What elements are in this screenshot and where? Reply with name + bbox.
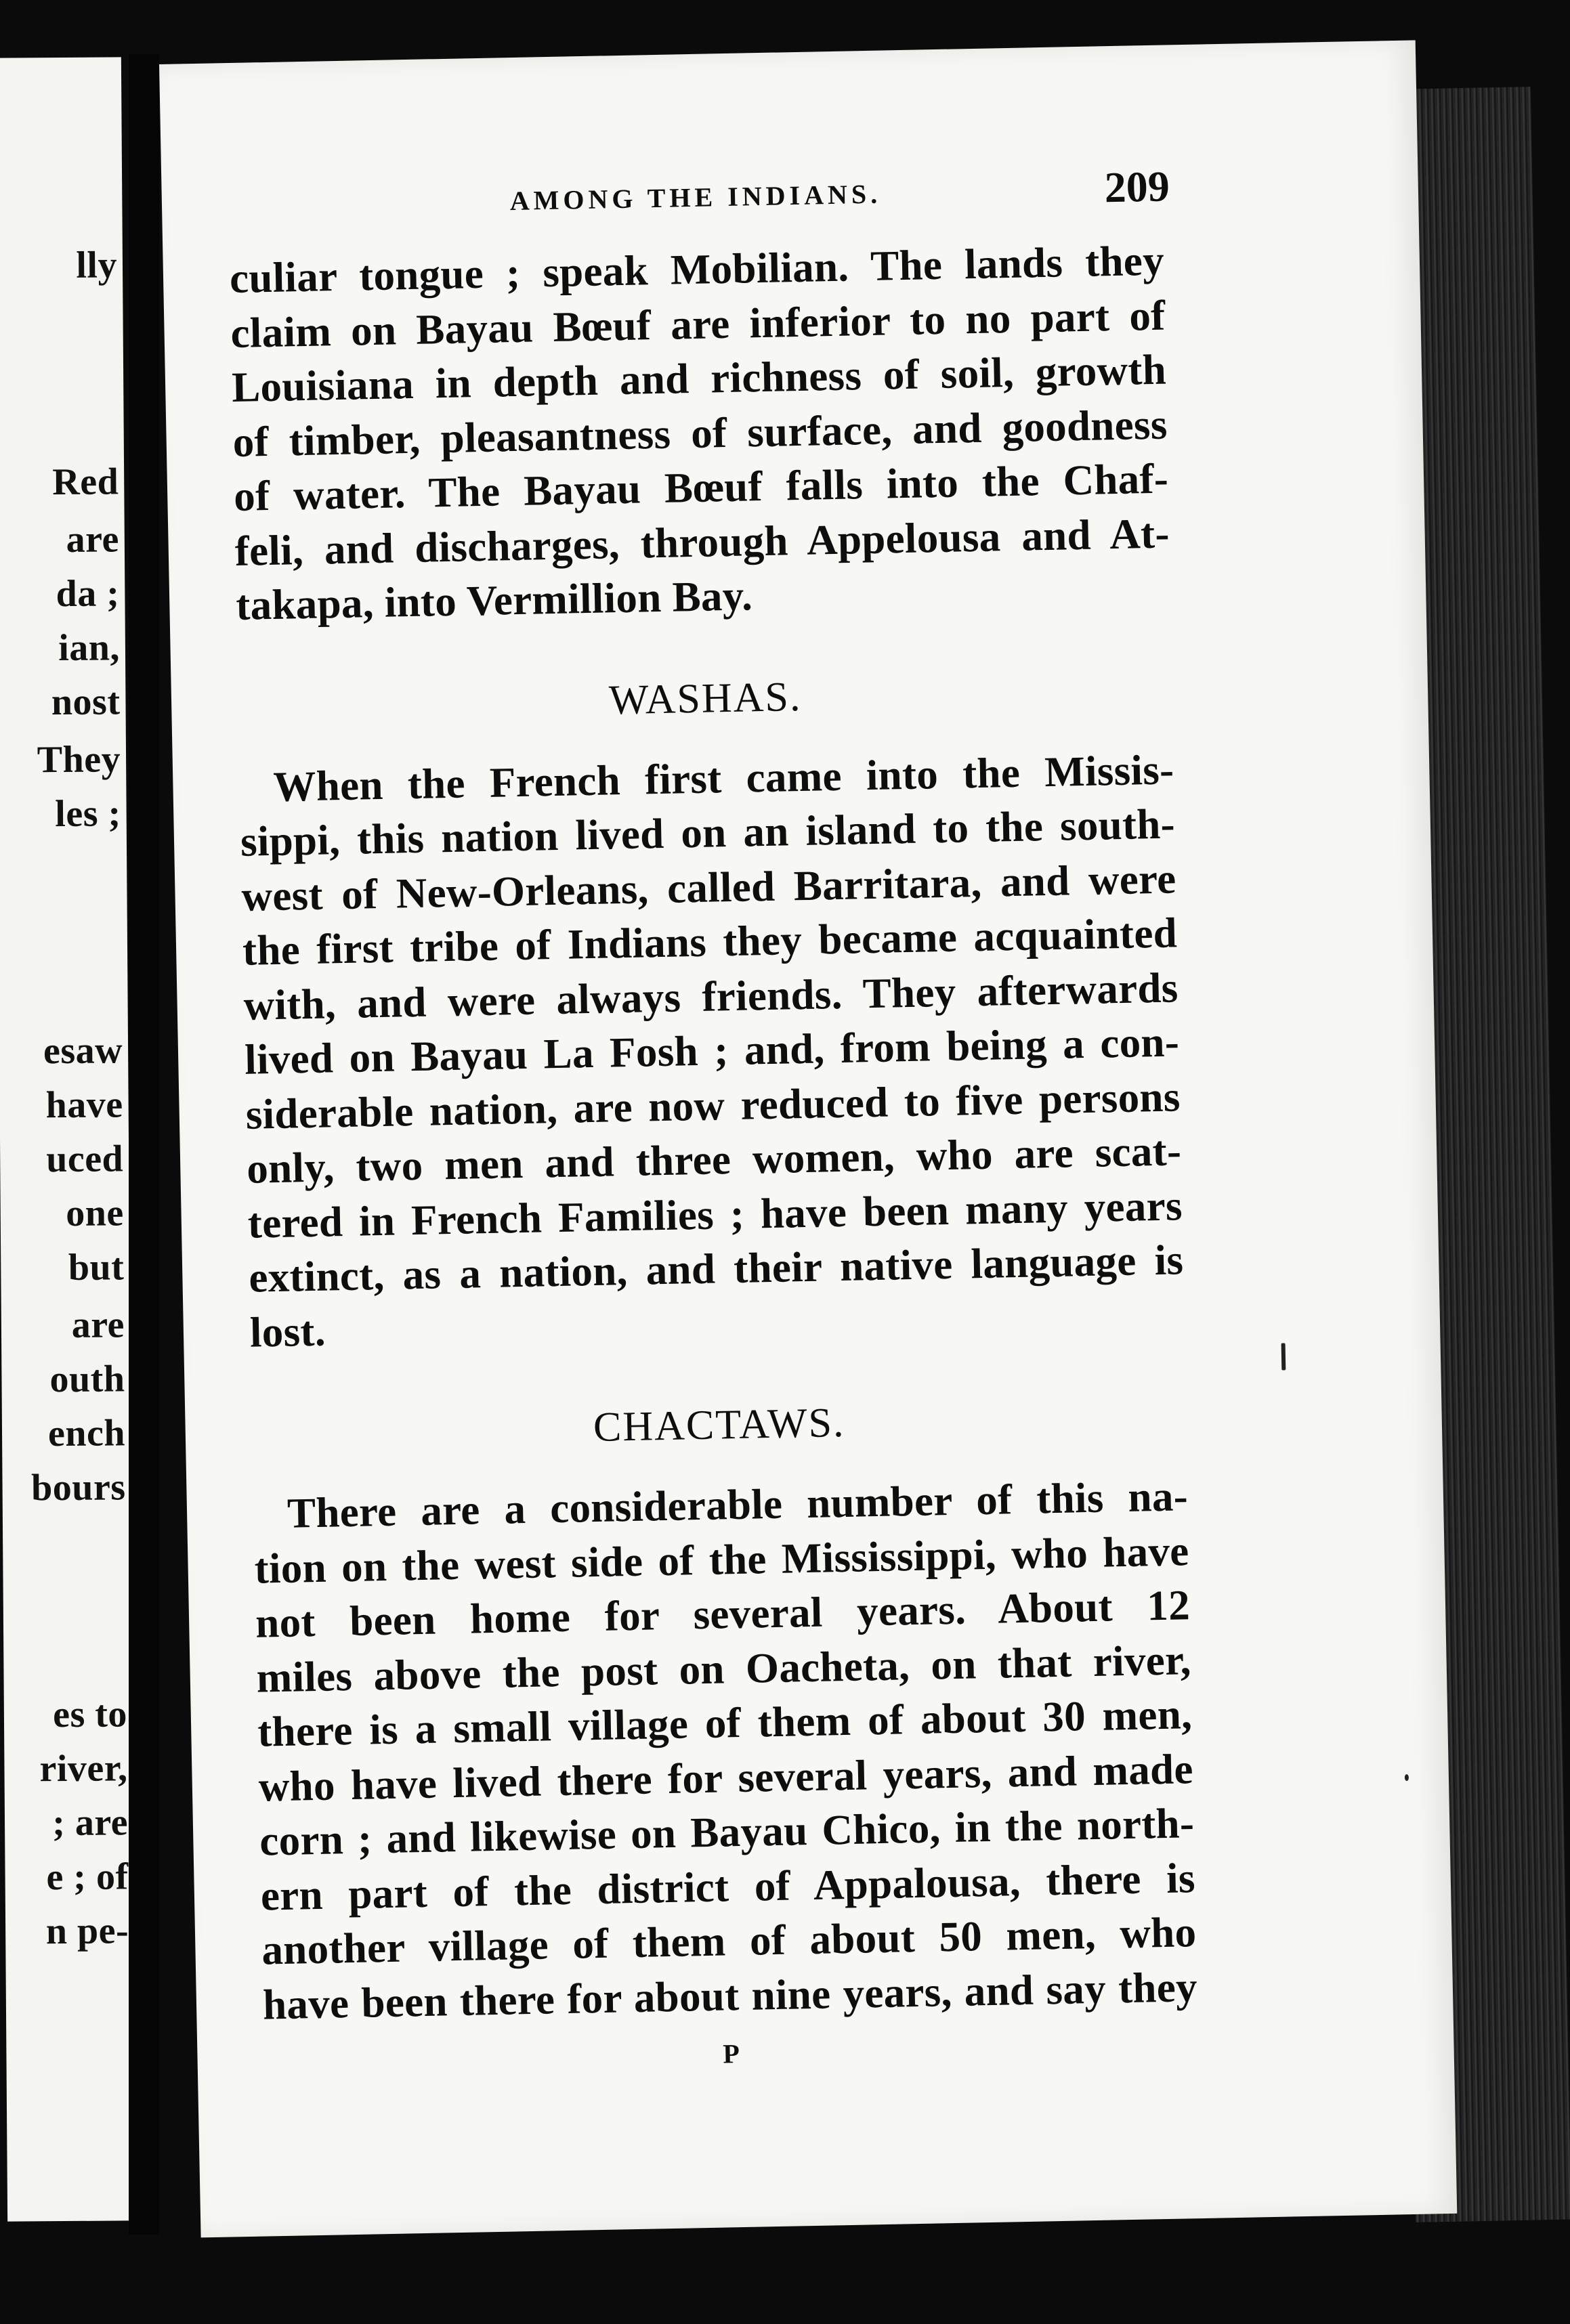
left-fragment: ian, <box>58 626 121 670</box>
left-fragment: es to <box>52 1693 128 1736</box>
page-text <box>228 162 1199 2079</box>
text-line: only, two men and three women, who are scat- <box>246 1127 1182 1192</box>
paragraph <box>253 1469 1197 2031</box>
left-fragment: river, <box>39 1747 128 1790</box>
running-head: AMONG THE INDIANS. <box>509 178 882 217</box>
left-fragment: Red <box>52 460 119 504</box>
paragraph <box>239 742 1185 1360</box>
text-line: feli, and discharges, through Appelousa and At- <box>234 509 1170 575</box>
left-fragment: ench <box>47 1412 126 1455</box>
book-gutter <box>129 54 159 2235</box>
text-line: Louisiana in depth and richness of soil, growth <box>231 345 1167 412</box>
text-line: tered in French Families ; have been many years <box>247 1181 1183 1247</box>
text-line: When the French first came into the Missis- <box>272 745 1174 811</box>
book-page <box>159 40 1457 2237</box>
left-fragment: da ; <box>56 572 120 616</box>
text-line: miles above the post on Oacheta, on that river, <box>256 1635 1192 1702</box>
left-fragment: outh <box>49 1358 125 1401</box>
left-fragment: but <box>68 1246 125 1289</box>
signature-mark: P <box>722 2038 740 2069</box>
text-line: claim on Bayau Bœuf are inferior to no part of <box>230 291 1166 357</box>
left-fragment: bours <box>30 1466 126 1509</box>
section-heading: CHACTAWS. <box>593 1399 846 1451</box>
text-line: corn ; and likewise on Bayau Chico, in the north- <box>259 1799 1195 1865</box>
text-line: culiar tongue ; speak Mobilian. The lands they <box>229 236 1165 303</box>
left-fragment: n pe- <box>45 1910 129 1953</box>
left-fragment: They <box>37 738 121 781</box>
text-line: of timber, pleasantness of surface, and goodness <box>232 400 1168 466</box>
text-line: tion on the west side of the Mississippi, who have <box>253 1526 1190 1593</box>
text-line: west of New-Orleans, called Barritara, and were <box>240 854 1177 920</box>
ink-speck <box>1281 1343 1286 1370</box>
text-line: not been home for several years. About 12 <box>255 1581 1191 1647</box>
text-line: siderable nation, are now reduced to five persons <box>245 1072 1181 1138</box>
text-line: there is a small village of them of about 30 men, <box>257 1690 1193 1756</box>
left-fragment: one <box>66 1192 124 1234</box>
text-line: ern part of the district of Appalousa, there is <box>260 1853 1196 1920</box>
ink-speck <box>1405 1774 1409 1781</box>
left-fragment: esaw <box>43 1029 123 1073</box>
text-line: There are a considerable number of this na- <box>287 1472 1189 1537</box>
text-line: have been there for about nine years, and say they <box>262 1962 1198 2029</box>
text-line: the first tribe of Indians they became acquainted <box>242 909 1178 974</box>
left-fragment: lly <box>76 244 118 286</box>
left-fragment: uced <box>45 1138 124 1181</box>
text-line: extinct, as a nation, and their native language is <box>248 1236 1184 1301</box>
left-fragment: have <box>45 1083 123 1127</box>
text-line: sippi, this nation lived on an island to the south- <box>240 800 1176 865</box>
text-line: another village of them of about 50 men, who <box>261 1908 1197 1974</box>
text-line: lived on Bayau La Fosh ; and, from being a con- <box>244 1018 1180 1083</box>
text-line: with, and were always friends. They afterwards <box>243 963 1179 1029</box>
facing-page-left <box>0 57 136 2221</box>
page-number: 209 <box>1104 162 1170 212</box>
left-fragment: are <box>66 518 120 561</box>
paragraph <box>229 234 1171 633</box>
text-line: lost. <box>249 1307 326 1356</box>
text-line: of water. The Bayau Bœuf falls into the Chaf- <box>233 454 1169 520</box>
section-heading: WASHAS. <box>608 673 802 723</box>
left-fragment: nost <box>51 681 121 724</box>
text-line: who have lived there for several years, and made <box>258 1744 1194 1811</box>
left-fragment: e ; of <box>46 1855 129 1899</box>
left-fragment: ; are <box>51 1801 129 1845</box>
text-line: takapa, into Vermillion Bay. <box>235 572 753 629</box>
left-fragment: les ; <box>55 792 121 836</box>
left-fragment: are <box>71 1304 125 1346</box>
